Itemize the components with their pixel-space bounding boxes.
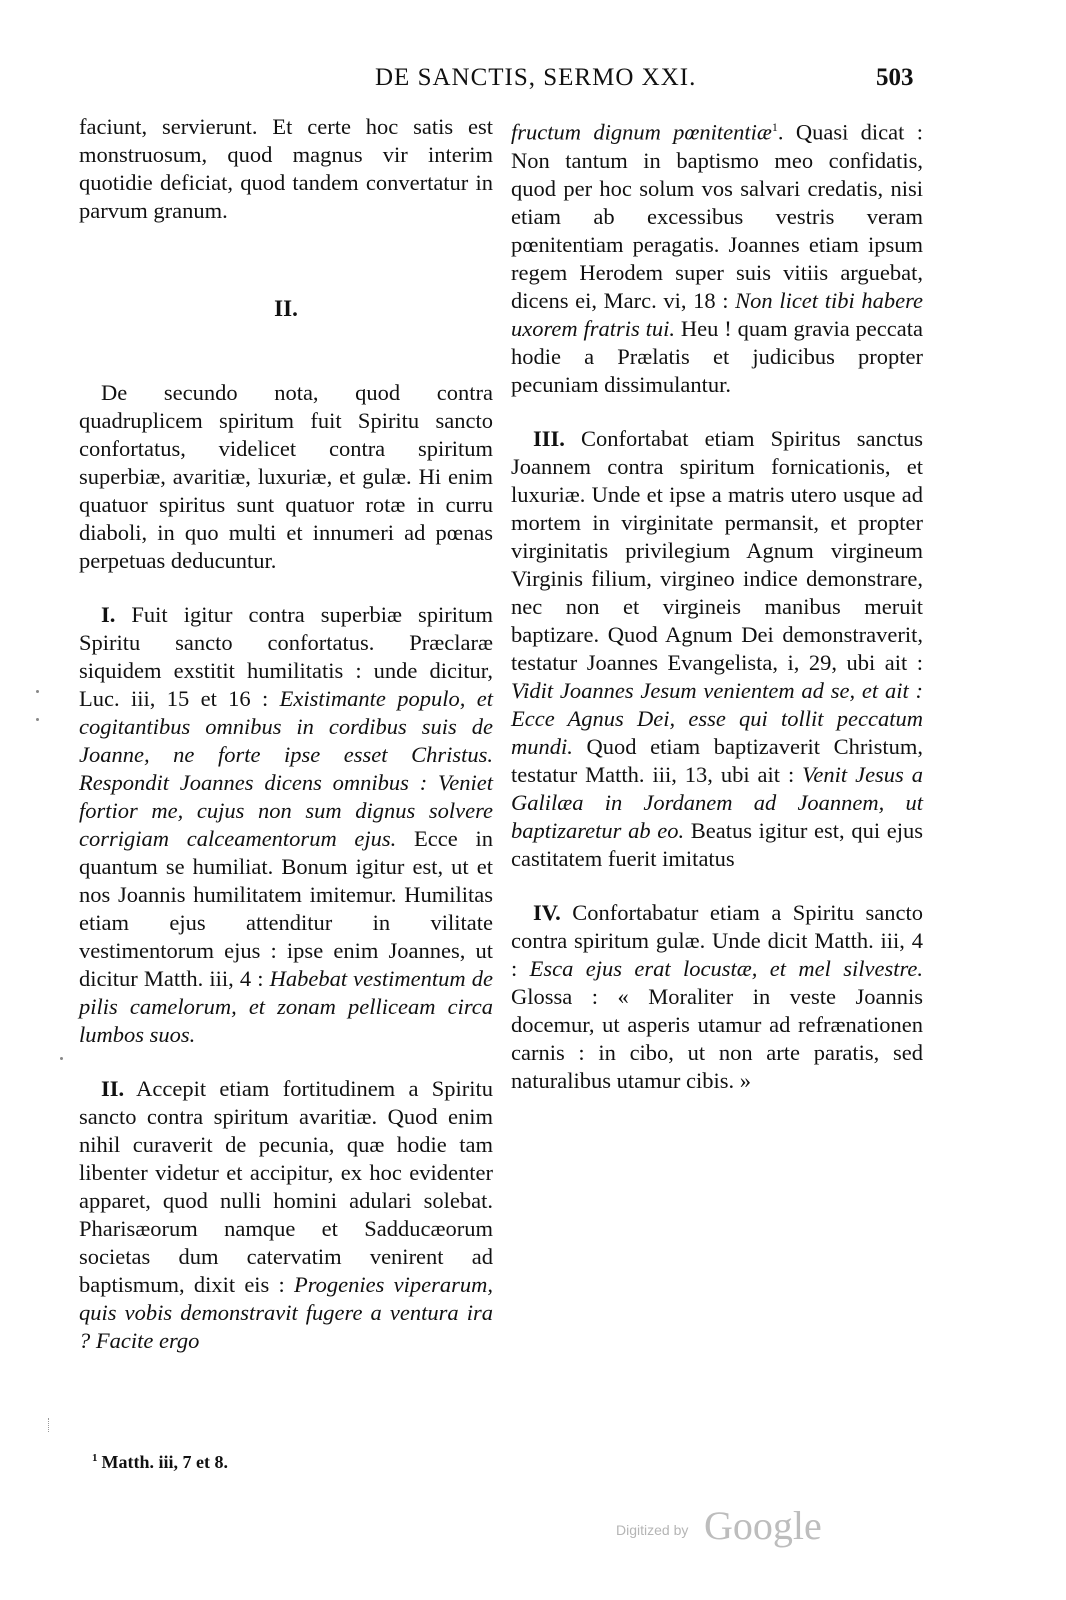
right-p3-text-b: Glossa : « Moraliter in veste Joannis docemur, ut asperis utamur ad refrænationen carnis : in cibo, ut non arte paratis, sed naturalibus utamur cibis. » (511, 983, 923, 1093)
footnote-text: Matth. iii, 7 et 8. (101, 1452, 228, 1472)
left-p3-quote-2: Habebat vestimentum de pilis camelorum, et zonam pelliceam circa lumbos suos. (79, 966, 494, 1047)
left-p4-quote: Progenies viperarum, quis vobis demonstravit fugere a ventura ira ? Facite ergo (79, 1272, 493, 1353)
left-p3-text-b: Ecce in quantum se humiliat. Bonum igitur est, ut et nos Joannis humilitatem imitemur. Humilitas etiam ejus attenditur in vilitate vestimentorum ejus : ipse enim Joannes, ut dicitur Matth. iii, 4 : (79, 826, 493, 991)
margin-mark (48, 1418, 50, 1432)
watermark-digitized-by: Digitized by (616, 1522, 689, 1538)
right-p2-text-b: Quod etiam baptizaverit Christum, testatur Matth. iii, 13, ubi ait : (511, 733, 923, 787)
right-p3-quote: Esca ejus erat locustæ, et mel silvestre. (529, 955, 923, 981)
right-p2-quote-1: Vidit Joannes Jesum venientem ad se, et ait : Ecce Agnus Dei, esse qui tollit peccatum mundi. (511, 677, 923, 759)
left-p2-text: De secundo nota, quod contra quadruplicem spiritum fuit Spiritu sancto confortatus, videlicet contra spiritum superbiæ, avaritiæ, luxuriæ, et gulæ. Hi enim quatuor spiritus sunt quatuor rotæ in curru diaboli, in quo multi et innumeri ad pœnas perpetuas deducuntur. (79, 380, 493, 573)
right-p2-text-a: Confortabat etiam Spiritus sanctus Joannem contra spiritum fornicationis, et luxuriæ. Unde et ipse a matris utero usque ad mortem in virginitate permansit, et propter virginitatis privilegium Agnum virgineum Virginis filium, virgineo indice demonstrare, nec non et virgineis manibus meruit baptizare. Quod Agnum Dei demonstraverit, testatur Joannes Evangelista, i, 29, ubi ait : (511, 425, 923, 675)
right-p1-quote: fructum dignum pœnitentiæ (511, 119, 772, 145)
google-logo: Google (704, 1503, 822, 1548)
left-p4-lead: II. (101, 1076, 125, 1101)
margin-speck (36, 690, 39, 693)
left-paragraph-2 (79, 379, 493, 575)
footnote (92, 1452, 228, 1473)
right-paragraph-3 (511, 899, 923, 1095)
right-column (511, 113, 923, 1095)
right-p2-quote-2: Venit Jesus a Galilæa in Jordanem ad Joannem, ut baptizaretur ab eo. (511, 761, 924, 843)
running-title: DE SANCTIS, SERMO XXI. (375, 64, 697, 91)
left-p3-quote-1: Existimante populo, et cogitantibus omnibus in cordibus suis de Joanne, ne forte ipse esset Christus. Respondit Joannes dicens omnibus : Veniet fortior me, cujus non sum dignus solvere corrigiam calceamentorum ejus. (79, 686, 493, 851)
right-p3-text-a: Confortabatur etiam a Spiritu sancto contra spiritum gulæ. Unde dicit Matth. iii, 4 : (511, 899, 923, 981)
right-p1-quote-2: Non licet tibi habere uxorem fratris tui. (511, 287, 923, 341)
right-paragraph-1 (511, 113, 923, 399)
page-number: 503 (876, 64, 914, 91)
footnote-marker: 1 (92, 1452, 98, 1464)
margin-speck (36, 718, 39, 721)
right-p1-text-b: Heu ! quam gravia peccata hodie a Prælatis et judicibus propter pecuniam dissimulantur. (511, 315, 923, 397)
section-heading: II. (274, 296, 298, 321)
margin-speck (60, 1057, 63, 1060)
right-p2-lead: III. (533, 425, 565, 451)
left-p4-text: Accepit etiam fortitudinem a Spiritu sancto contra spiritum avaritiæ. Quod enim nihil curaverit de pecunia, quæ hodie tam libenter videtur et accipitur, ex hoc evidenter apparet, quod nulli homini adulari solebat. Pharisæorum namque et Sadducæorum societas dum catervatim venirent ad baptismum, dixit eis : (79, 1076, 493, 1297)
footnote-reference: 1 (771, 120, 778, 134)
right-p3-lead: IV. (533, 899, 561, 925)
left-column (79, 113, 493, 1355)
right-p2-text-c: Beatus igitur est, qui ejus castitatem fuerit imitatus (511, 817, 923, 871)
left-p1-text: faciunt, servierunt. Et certe hoc satis est monstruosum, quod magnus vir interim quotidie deficiat, quod tandem convertatur in parvum granum. (79, 114, 493, 223)
right-p1-text-a: . Quasi dicat : Non tantum in baptismo meo confidatis, quod per hoc solum vos salvari credatis, nisi etiam ab excessibus vestris veram pœnitentiam peragatis. Joannes etiam ipsum regem Herodem super suis vitiis arguebat, dicens ei, Marc. vi, 18 : (511, 119, 923, 313)
left-p3-lead: I. (101, 602, 116, 627)
left-p3-text-a: Fuit igitur contra superbiæ spiritum Spiritu sancto confortatus. Præclaræ siquidem exstitit humilitatis : unde dicitur, Luc. iii, 15 et 16 : (79, 602, 493, 711)
right-paragraph-2 (511, 425, 923, 873)
left-paragraph-1 (79, 113, 493, 225)
left-paragraph-4 (79, 1075, 493, 1355)
left-paragraph-3 (79, 601, 493, 1049)
running-header (0, 64, 1066, 104)
